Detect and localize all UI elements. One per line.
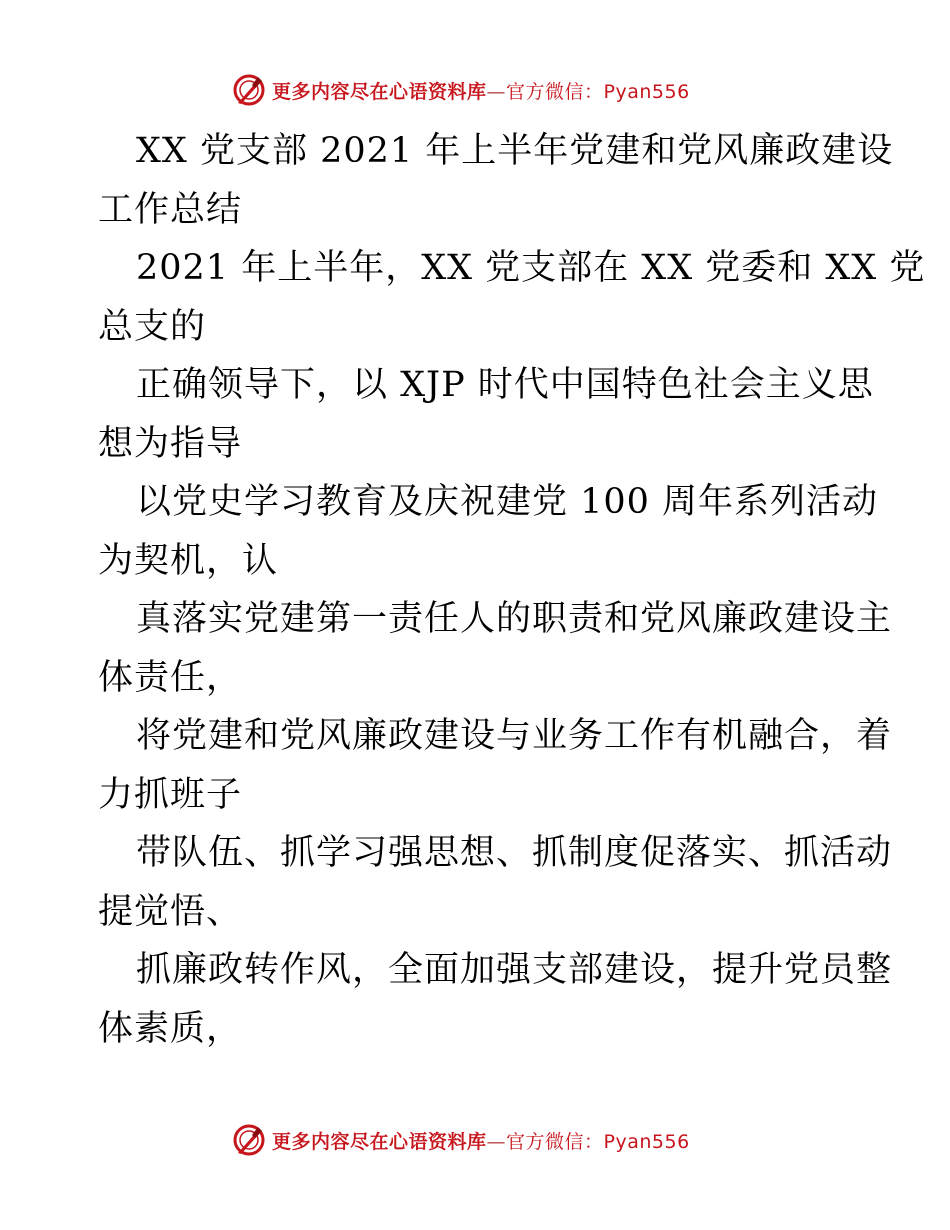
text-line: 真落实党建第一责任人的职责和党风廉政建设主	[136, 599, 893, 639]
text-line: 体素质，	[98, 1008, 243, 1049]
banner-separator: —	[486, 1130, 507, 1153]
text-line: 带队伍、抓学习强思想、抓制度促落实、抓活动	[136, 833, 893, 873]
text-line: 总支的	[98, 306, 207, 347]
text-line: 体责任，	[98, 657, 243, 698]
text-line: 正确领导下，以 XJP 时代中国特色社会主义思	[136, 365, 874, 405]
text-line: 提觉悟、	[98, 891, 243, 932]
banner-wechat-id: Pyan556	[603, 80, 690, 103]
text-line: 力抓班子	[98, 774, 243, 815]
text-line: 为契机，认	[98, 540, 279, 581]
banner-official-label: 官方微信：	[506, 1130, 604, 1153]
text-line: XX 党支部 2021 年上半年党建和党风廉政建设	[136, 131, 894, 171]
text-line: 工作总结	[98, 189, 243, 230]
text-line: 以党史学习教育及庆祝建党 100 周年系列活动	[136, 482, 879, 522]
document-body	[98, 122, 926, 1058]
text-line: 抓廉政转作风，全面加强支部建设，提升党员整	[136, 950, 893, 990]
text-line: 将党建和党风廉政建设与业务工作有机融合，着	[136, 716, 893, 756]
text-line: 想为指导	[98, 423, 243, 464]
header-banner	[232, 70, 732, 110]
banner-separator: —	[486, 80, 507, 103]
banner-main-text: 更多内容尽在心语资料库	[272, 80, 487, 103]
banner-official-label: 官方微信：	[506, 80, 604, 103]
quill-seal-icon	[232, 1123, 266, 1157]
text-line: 2021 年上半年，XX 党支部在 XX 党委和 XX 党	[136, 248, 926, 288]
banner-wechat-id: Pyan556	[603, 1130, 690, 1153]
banner-text	[272, 1127, 690, 1154]
banner-main-text: 更多内容尽在心语资料库	[272, 1130, 487, 1153]
quill-seal-icon	[232, 73, 266, 107]
banner-text	[272, 77, 690, 104]
footer-banner	[232, 1120, 732, 1160]
